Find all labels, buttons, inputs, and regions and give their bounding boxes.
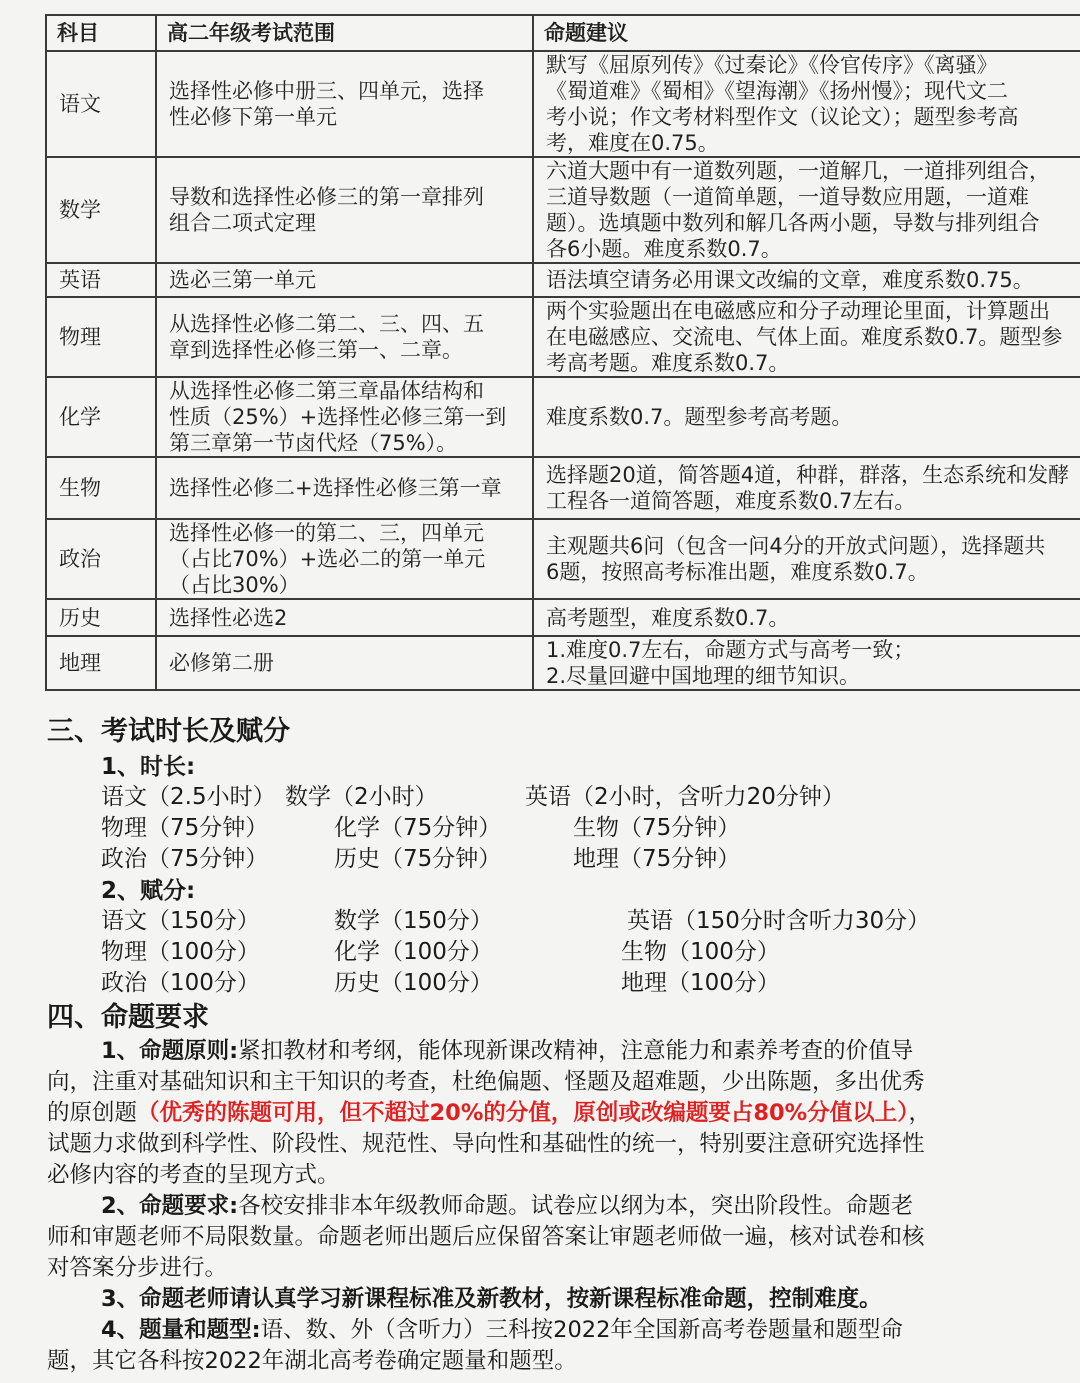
suggestion-cell <box>533 51 1080 157</box>
subject-cell: 历史 <box>46 599 156 636</box>
scope-line: 第三章第一节卤代烃（75%）。 <box>169 431 458 455</box>
scope-line: 选择性必修中册三、四单元，选择 <box>169 79 484 103</box>
scope-cell <box>156 297 533 377</box>
paragraph-line <box>47 1284 987 1315</box>
subject-cell: 生物 <box>46 457 156 519</box>
scope-cell <box>156 599 533 636</box>
scope-line: 必修第二册 <box>169 651 274 675</box>
score-item: 化学（100分） <box>334 939 493 965</box>
scope-line: 选择性必选2 <box>169 605 288 630</box>
scope-cell <box>156 157 533 263</box>
suggestion-cell <box>533 457 1080 519</box>
suggestion-line: 主观题共6问（包含一问4分的开放式问题），选择题共 <box>546 534 1046 558</box>
duration-item: 历史（75分钟） <box>334 846 502 872</box>
suggestion-line: 高考题型，难度系数0.7。 <box>546 605 790 630</box>
paragraph-principle <box>47 1036 987 1191</box>
scope-line: 性质（25%）+选择性必修三第一到 <box>169 405 507 429</box>
suggestion-cell <box>533 599 1080 636</box>
score-item: 政治（100分） <box>101 970 260 996</box>
scope-line: （占比70%）+选必二的第一单元 <box>169 547 486 571</box>
table-row <box>46 297 1080 377</box>
paragraph-text: 紧扣教材和考纲，能体现新课改精神，注意能力和素养考查的价值导 <box>238 1038 914 1064</box>
exam-scope-table <box>45 14 1080 691</box>
subject-cell: 语文 <box>46 51 156 157</box>
paragraph-lead: 3、命题老师请认真学习新课程标准及新教材，按新课程标准命题，控制难度。 <box>101 1286 882 1312</box>
subject-cell: 化学 <box>46 377 156 457</box>
score-row <box>101 906 1001 937</box>
paragraph-text: 各校安排非本年级教师命题。试卷应以纲为本，突出阶段性。命题老 <box>238 1193 914 1219</box>
table-row <box>46 636 1080 690</box>
suggestion-cell <box>533 636 1080 690</box>
subject-cell: 物理 <box>46 297 156 377</box>
duration-item: 数学（2小时） <box>285 784 438 810</box>
duration-row <box>101 813 1001 844</box>
suggestion-cell <box>533 157 1080 263</box>
duration-item: 地理（75分钟） <box>573 846 741 872</box>
section-4-title: 四、命题要求 <box>47 1002 209 1033</box>
duration-item: 生物（75分钟） <box>573 815 741 841</box>
scope-line: 选择性必修一的第二、三，四单元 <box>169 521 484 545</box>
suggestion-line: 1.难度0.7左右，命题方式与高考一致； <box>546 638 915 662</box>
paragraph-requirement <box>47 1191 987 1284</box>
table-row <box>46 519 1080 599</box>
paragraph-standards <box>47 1284 987 1315</box>
header-subject: 科目 <box>46 15 156 51</box>
paragraph-line: 必修内容的考查的呈现方式。 <box>47 1162 340 1188</box>
scope-cell <box>156 457 533 519</box>
score-item: 语文（150分） <box>101 908 260 934</box>
table-row <box>46 377 1080 457</box>
scope-cell <box>156 519 533 599</box>
table-row <box>46 51 1080 157</box>
paragraph-lead: 1、命题原则: <box>101 1038 239 1064</box>
paragraph-text: ， <box>908 1100 931 1126</box>
scope-cell <box>156 636 533 690</box>
scope-cell <box>156 263 533 297</box>
suggestion-line: 工程各一道简答题，难度系数0.7左右。 <box>546 489 916 513</box>
section-3-title: 三、考试时长及赋分 <box>47 716 290 747</box>
suggestion-line: 默写《屈原列传》《过秦论》《伶官传序》《离骚》 <box>546 53 998 77</box>
subject-cell: 英语 <box>46 263 156 297</box>
suggestion-line: 六道大题中有一道数列题，一道解几，一道排列组合， <box>546 159 1050 183</box>
paragraph-line <box>47 1315 987 1346</box>
score-item: 地理（100分） <box>621 970 780 996</box>
suggestion-line: 三道导数题（一道简单题，一道导数应用题，一道难 <box>546 185 1029 209</box>
duration-item: 语文（2.5小时） <box>101 784 276 810</box>
score-item: 历史（100分） <box>334 970 493 996</box>
suggestion-line: 考高考题。难度系数0.7。 <box>546 351 790 375</box>
paragraph-line: 题，其它各科按2022年湖北高考卷确定题量和题型。 <box>47 1348 577 1374</box>
duration-row <box>101 844 1001 875</box>
score-item: 物理（100分） <box>101 939 260 965</box>
score-row <box>101 937 1001 968</box>
suggestion-line: 语法填空请务必用课文改编的文章，难度系数0.75。 <box>546 268 1034 292</box>
table-header-row <box>46 15 1080 51</box>
scope-line: （占比30%） <box>169 573 300 597</box>
highlighted-note: （优秀的陈题可用，但不超过20%的分值，原创或改编题要占80%分值以上） <box>137 1100 909 1126</box>
suggestion-cell <box>533 519 1080 599</box>
score-item: 英语（150分时含听力30分） <box>627 908 931 934</box>
suggestion-cell <box>533 263 1080 297</box>
score-item: 生物（100分） <box>621 939 780 965</box>
scope-line: 章到选择性必修三第一、二章。 <box>169 338 463 362</box>
subject-cell: 地理 <box>46 636 156 690</box>
suggestion-line: 选择题20道，简答题4道，种群，群落，生态系统和发酵 <box>546 463 1070 487</box>
suggestion-line: 考，难度在0.75。 <box>546 131 719 155</box>
suggestion-line: 题）。选填题中数列和解几各两小题，导数与排列组合 <box>546 211 1040 235</box>
paragraph-line: 师和审题老师不局限数量。命题老师出题后应保留答案让审题老师做一遍，核对试卷和核 <box>47 1224 925 1250</box>
scope-line: 选必三第一单元 <box>169 268 316 292</box>
duration-item: 英语（2小时，含听力20分钟） <box>525 784 845 810</box>
scope-line: 从选择性必修二第二、三、四、五 <box>169 312 484 336</box>
table-row <box>46 457 1080 519</box>
paragraph-line <box>47 1191 987 1222</box>
scope-line: 导数和选择性必修三的第一章排列 <box>169 185 484 209</box>
suggestion-cell <box>533 297 1080 377</box>
suggestion-line: 《蜀道难》《蜀相》《望海潮》《扬州慢》；现代文二 <box>546 79 1008 103</box>
scope-line: 性必修下第一单元 <box>169 105 337 129</box>
paragraph-lead: 4、题量和题型: <box>101 1317 261 1343</box>
paragraph-text: 语、数、外（含听力）三科按2022年全国新高考卷题量和题型命 <box>260 1317 903 1343</box>
suggestion-cell <box>533 377 1080 457</box>
suggestion-line: 难度系数0.7。题型参考高考题。 <box>546 405 853 429</box>
subject-cell: 数学 <box>46 157 156 263</box>
suggestion-line: 两个实验题出在电磁感应和分子动理论里面，计算题出 <box>546 299 1050 323</box>
score-title: 2、赋分: <box>101 878 196 904</box>
scope-line: 组合二项式定理 <box>169 211 316 235</box>
paragraph-lead: 2、命题要求: <box>101 1193 239 1219</box>
suggestion-line: 各6小题。难度系数0.7。 <box>546 237 782 261</box>
duration-item: 政治（75分钟） <box>101 846 269 872</box>
table-row <box>46 263 1080 297</box>
scope-line: 从选择性必修二第三章晶体结构和 <box>169 379 484 403</box>
scope-cell <box>156 51 533 157</box>
suggestion-line: 考小说；作文考材料型作文（议论文）；题型参考高 <box>546 105 1019 129</box>
paragraph-line: 向，注重对基础知识和主干知识的考查，杜绝偏题、怪题及超难题，少出陈题，多出优秀 <box>47 1069 925 1095</box>
paragraph-line: 试题力求做到科学性、阶段性、规范性、导向性和基础性的统一，特别要注意研究选择性 <box>47 1131 925 1157</box>
duration-title: 1、时长: <box>101 754 196 780</box>
header-scope: 高二年级考试范围 <box>156 15 533 51</box>
subject-cell: 政治 <box>46 519 156 599</box>
paragraph-line <box>47 1098 987 1129</box>
suggestion-line: 在电磁感应、交流电、气体上面。难度系数0.7。题型参 <box>546 325 1063 349</box>
duration-item: 物理（75分钟） <box>101 815 269 841</box>
score-item: 数学（150分） <box>334 908 493 934</box>
paragraph-line <box>47 1036 987 1067</box>
suggestion-line: 2.尽量回避中国地理的细节知识。 <box>546 664 861 688</box>
duration-row <box>101 782 1001 813</box>
table-row <box>46 157 1080 263</box>
paragraph-question-types <box>47 1315 987 1377</box>
paragraph-text: 的原创题 <box>47 1100 138 1126</box>
duration-item: 化学（75分钟） <box>334 815 502 841</box>
scope-line: 选择性必修二+选择性必修三第一章 <box>169 476 502 500</box>
scope-cell <box>156 377 533 457</box>
score-row <box>101 968 1001 999</box>
header-suggestion: 命题建议 <box>533 15 1080 51</box>
table-row <box>46 599 1080 636</box>
suggestion-line: 6题，按照高考标准出题，难度系数0.7。 <box>546 560 929 584</box>
paragraph-line: 对答案分步进行。 <box>47 1255 228 1281</box>
